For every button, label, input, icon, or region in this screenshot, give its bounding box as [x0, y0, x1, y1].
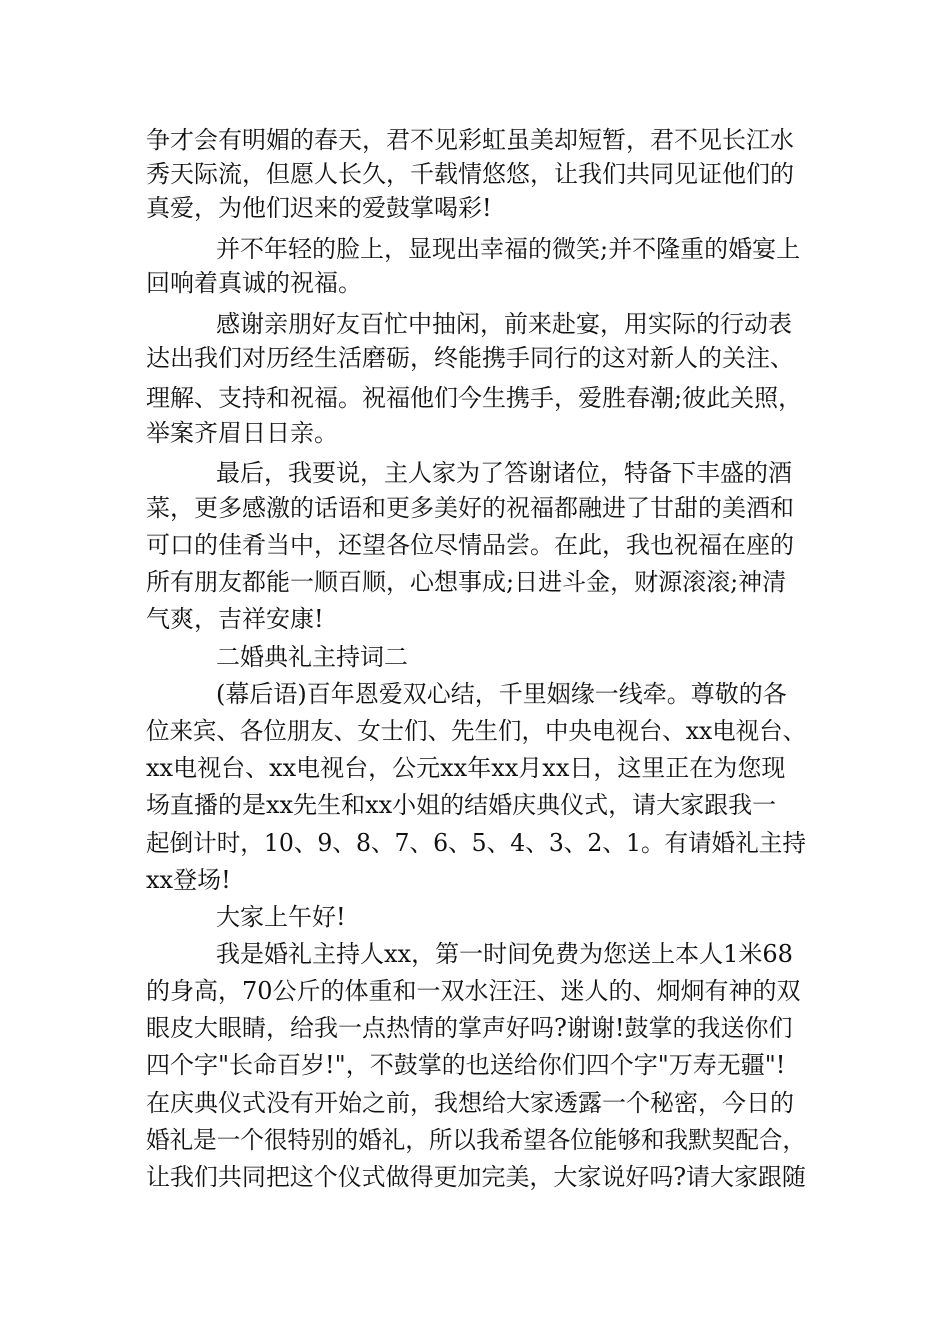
text-line: 可口的佳肴当中，还望各位尽情品尝。在此，我也祝福在座的 [146, 531, 794, 559]
text-line: 达出我们对历经生活磨砺，终能携手同行的这对新人的关注、 [146, 344, 794, 372]
text-line: 感谢亲朋好友百忙中抽闲，前来赴宴，用实际的行动表 [216, 310, 792, 338]
text-line: 场直播的是xx先生和xx小姐的结婚庆典仪式，请大家跟我一 [146, 791, 777, 819]
text-line: 让我们共同把这个仪式做得更加完美，大家说好吗?请大家跟随 [146, 1163, 806, 1191]
text-line: 所有朋友都能一顺百顺，心想事成;日进斗金，财源滚滚;神清 [146, 568, 787, 596]
text-line: 秀天际流，但愿人长久，千载情悠悠，让我们共同见证他们的 [146, 160, 794, 188]
text-line: 在庆典仪式没有开始之前，我想给大家透露一个秘密，今日的 [146, 1089, 794, 1117]
text-line: 最后，我要说，主人家为了答谢诸位，特备下丰盛的酒 [216, 459, 792, 487]
text-line: 婚礼是一个很特别的婚礼，所以我希望各位能够和我默契配合， [146, 1126, 806, 1154]
text-line: 四个字"长命百岁!"，不鼓掌的也送给你们四个字"万寿无疆"! [146, 1051, 786, 1079]
text-line: 理解、支持和祝福。祝福他们今生携手，爱胜春潮;彼此关照， [146, 384, 803, 412]
text-line: (幕后语)百年恩爱双心结，千里姻缘一线牵。尊敬的各 [216, 680, 787, 708]
text-line: xx电视台、xx电视台，公元xx年xx月xx日，这里正在为您现 [146, 754, 786, 782]
text-line: 眼皮大眼睛，给我一点热情的掌声好吗?谢谢!鼓掌的我送你们 [146, 1014, 793, 1042]
text-line: xx登场! [146, 866, 231, 894]
text-line: 真爱，为他们迟来的爱鼓掌喝彩! [146, 194, 492, 222]
section-heading: 二婚典礼主持词二 [216, 643, 408, 671]
text-line: 起倒计时，10、9、8、7、6、5、4、3、2、1。有请婚礼主持 [146, 829, 806, 857]
text-line: 并不年轻的脸上，显现出幸福的微笑;并不隆重的婚宴上 [216, 235, 801, 263]
text-line: 举案齐眉日日亲。 [146, 419, 338, 447]
text-line: 争才会有明媚的春天，君不见彩虹虽美却短暂，君不见长江水 [146, 126, 794, 154]
text-line: 气爽，吉祥安康! [146, 605, 324, 633]
text-line: 大家上午好! [216, 903, 346, 931]
text-line: 我是婚礼主持人xx，第一时间免费为您送上本人1米68 [216, 940, 793, 968]
text-line: 的身高，70公斤的体重和一双水汪汪、迷人的、炯炯有神的双 [146, 977, 801, 1005]
text-line: 菜，更多感激的话语和更多美好的祝福都融进了甘甜的美酒和 [146, 494, 794, 522]
text-line: 位来宾、各位朋友、女士们、先生们，中央电视台、xx电视台、 [146, 717, 807, 745]
text-line: 回响着真诚的祝福。 [146, 269, 362, 297]
